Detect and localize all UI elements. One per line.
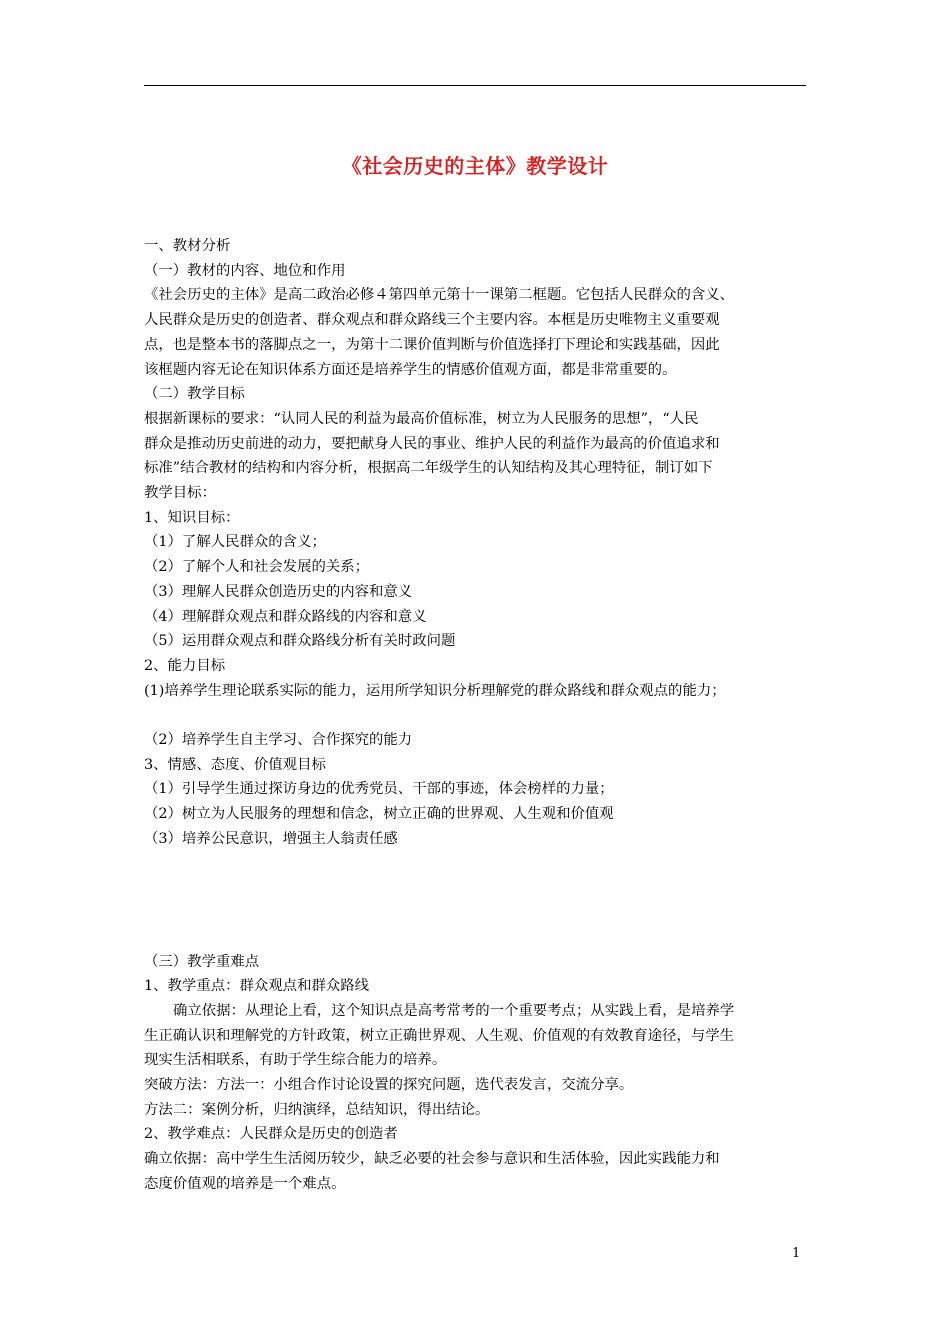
paragraph-line: 确立依据：高中学生生活阅历较少，缺乏必要的社会参与意识和生活体验，因此实践能力和 (144, 1151, 720, 1168)
list-item: （3）理解人民群众创造历史的内容和意义 (144, 583, 413, 600)
document-title: 《社会历史的主体》教学设计 (341, 154, 609, 178)
list-item: （4）理解群众观点和群众路线的内容和意义 (144, 608, 427, 625)
goal-heading: 3、情感、态度、价值观目标 (144, 756, 326, 773)
key-point-heading: 2、教学难点：人民群众是历史的创造者 (144, 1126, 398, 1143)
paragraph-line: 方法二：案例分析，归纳演绎，总结知识，得出结论。 (144, 1101, 490, 1118)
document-body (144, 234, 816, 1197)
paragraph-line: 确立依据：从理论上看，这个知识点是高考常考的一个重要考点；从实践上看，是培养学 (173, 1002, 735, 1019)
list-item: （2）了解个人和社会发展的关系； (144, 559, 370, 576)
list-item: （5）运用群众观点和群众路线分析有关时政问题 (144, 633, 456, 650)
paragraph-line: 教学目标： (144, 485, 216, 502)
paragraph-line: 标准”结合教材的结构和内容分析，根据高二年级学生的认知结构及其心理特征，制订如下 (144, 460, 713, 477)
paragraph-line: 人民群众是历史的创造者、群众观点和群众路线三个主要内容。本框是历史唯物主义重要观 (144, 312, 720, 329)
section-heading: 一、教材分析 (144, 238, 231, 254)
paragraph-line: 《社会历史的主体》是高二政治必修４第四单元第十一课第二框题。它包括人民群众的含义、 (144, 287, 735, 304)
list-item: (1)培养学生理论联系实际的能力，运用所学知识分析理解党的群众路线和群众观点的能力； (144, 682, 726, 699)
paragraph-line: 突破方法：方法一：小组合作讨论设置的探究问题，选代表发言，交流分享。 (144, 1077, 634, 1094)
paragraph-line: 现实生活相联系，有助于学生综合能力的培养。 (144, 1052, 447, 1069)
paragraph-line: 生正确认识和理解党的方针政策，树立正确世界观、人生观、价值观的有效教育途径，与学生 (144, 1027, 735, 1044)
key-point-heading: 1、教学重点：群众观点和群众路线 (144, 978, 370, 995)
paragraph-line: 根据新课标的要求：“认同人民的利益为最高价值标准，树立为人民服务的思想”，“人民 (144, 410, 699, 427)
subsection-heading: （一）教材的内容、地位和作用 (144, 262, 346, 279)
page-number: 1 (792, 1246, 801, 1261)
list-item: （3）培养公民意识，增强主人翁责任感 (144, 830, 398, 847)
goal-heading: 1、知识目标： (144, 509, 240, 526)
goal-heading: 2、能力目标 (144, 657, 226, 674)
list-item: （1）了解人民群众的含义； (144, 534, 326, 551)
subsection-heading: （二）教学目标 (144, 386, 245, 403)
subsection-heading: （三）教学重难点 (144, 953, 260, 970)
paragraph-line: 点，也是整本书的落脚点之一，为第十二课价值判断与价值选择打下理论和实践基础，因此 (144, 336, 720, 353)
paragraph-line: 群众是推动历史前进的动力，要把献身人民的事业、维护人民的利益作为最高的价值追求和 (144, 435, 720, 452)
list-item: （2）培养学生自主学习、合作探究的能力 (144, 732, 413, 749)
list-item: （2）树立为人民服务的理想和信念，树立正确的世界观、人生观和价值观 (144, 806, 614, 823)
list-item: （1）引导学生通过探访身边的优秀党员、干部的事迹，体会榜样的力量； (144, 781, 614, 798)
header-rule (144, 85, 806, 86)
paragraph-line: 该框题内容无论在知识体系方面还是培养学生的情感价值观方面，都是非常重要的。 (144, 361, 677, 378)
paragraph-line: 态度价值观的培养是一个难点。 (144, 1175, 346, 1192)
